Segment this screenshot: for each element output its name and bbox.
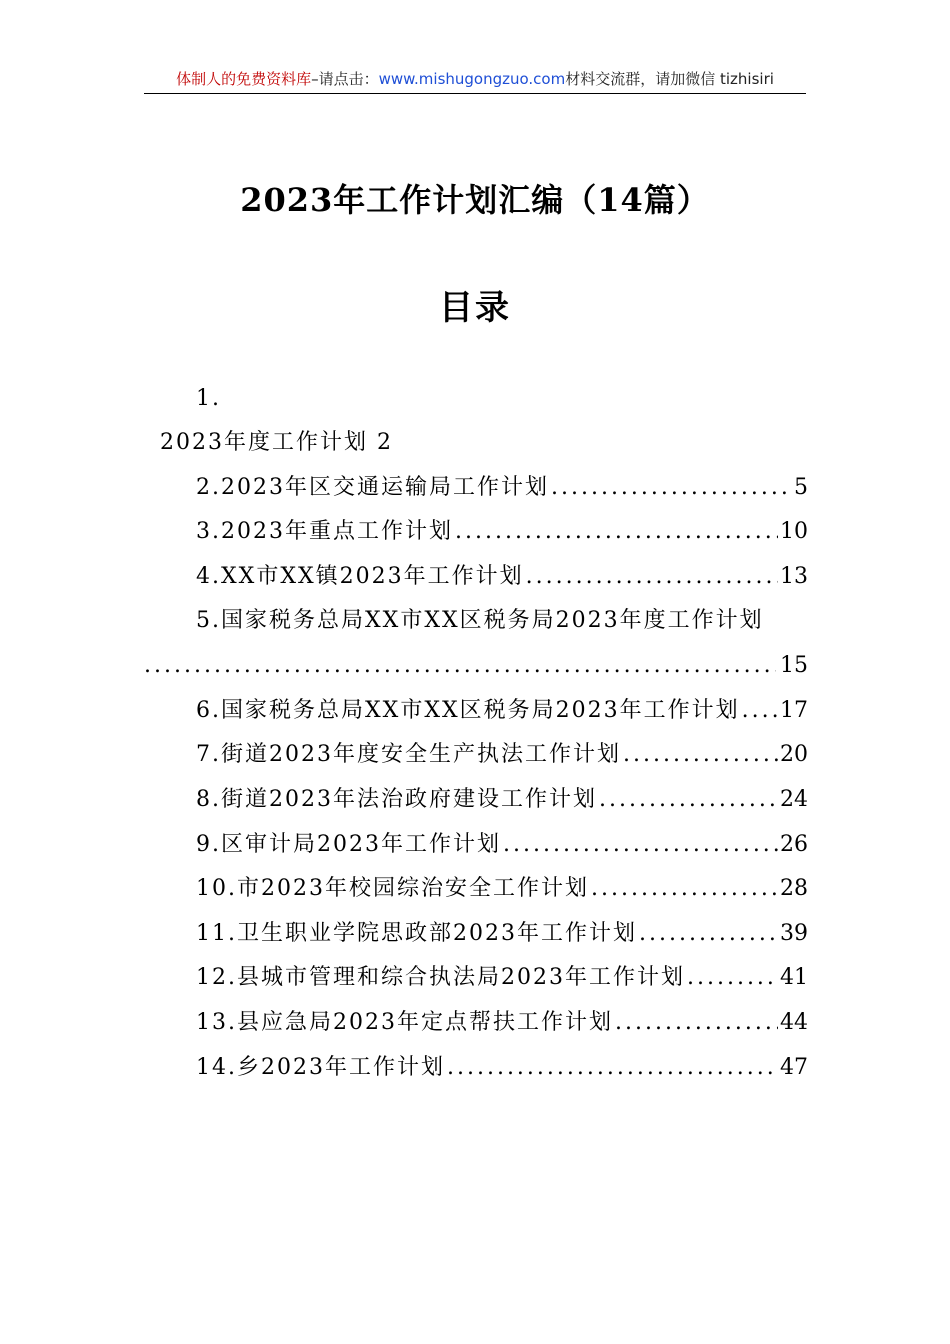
toc-item-1[interactable]: 2023年度工作计划 2 — [160, 430, 393, 455]
toc-entry[interactable] — [196, 696, 808, 726]
toc-entry-title: 13.县应急局2023年定点帮扶工作计划 — [196, 1010, 613, 1035]
toc-entry[interactable] — [196, 1053, 808, 1083]
header-brand: 体制人的免费资料库 — [176, 70, 312, 88]
leader-dots — [526, 562, 778, 592]
leader-dots — [687, 963, 778, 993]
leader-dots — [623, 740, 778, 770]
toc-entry-page: 44 — [780, 1010, 808, 1035]
toc-entry-title: 11.卫生职业学院思政部2023年工作计划 — [196, 921, 637, 946]
toc-entry-page: 15 — [780, 653, 808, 678]
toc-entry-page: 10 — [780, 519, 808, 544]
leader-dots — [503, 830, 778, 860]
toc-entry[interactable] — [196, 740, 808, 770]
toc-entry-page: 39 — [780, 921, 808, 946]
toc-entry[interactable] — [196, 874, 808, 904]
header-contact: 材料交流群，请加微信 tizhisiri — [565, 70, 774, 88]
header-url-link[interactable]: www.mishugongzuo.com — [378, 70, 566, 88]
leader-dots — [455, 517, 778, 547]
toc-entry[interactable] — [196, 473, 808, 503]
toc-entry-page: 13 — [780, 564, 808, 589]
toc-entry[interactable] — [196, 785, 808, 815]
toc-entry[interactable] — [196, 919, 808, 949]
leader-dots — [447, 1053, 778, 1083]
toc-entry-page: 5 — [794, 475, 808, 500]
header-divider — [144, 93, 806, 94]
toc-entry[interactable] — [196, 562, 808, 592]
toc-entry[interactable] — [196, 517, 808, 547]
toc-entry-title: 7.街道2023年度安全生产执法工作计划 — [196, 742, 621, 767]
toc-entry-page: 24 — [780, 787, 808, 812]
toc-entry[interactable] — [196, 830, 808, 860]
toc-entry-title: 14.乡2023年工作计划 — [196, 1055, 445, 1080]
toc-entry-title: 10.市2023年校园综治安全工作计划 — [196, 876, 589, 901]
leader-dots — [599, 785, 778, 815]
leader-dots — [742, 696, 778, 726]
leader-dots — [551, 473, 792, 503]
leader-dots — [639, 919, 778, 949]
toc-entry-title[interactable]: 5.国家税务总局XX市XX区税务局2023年度工作计划 — [196, 608, 764, 633]
toc-entry-title: 9.区审计局2023年工作计划 — [196, 832, 501, 857]
toc-entry[interactable] — [196, 963, 808, 993]
document-title: 2023年工作计划汇编（14篇） — [240, 181, 710, 219]
toc-item-1-number: 1. — [196, 386, 221, 411]
toc-entry[interactable] — [196, 1008, 808, 1038]
header-prompt: –请点击： — [311, 70, 379, 88]
toc-entry-title: 12.县城市管理和综合执法局2023年工作计划 — [196, 965, 685, 990]
toc-entry-title: 3.2023年重点工作计划 — [196, 519, 453, 544]
toc-entry-page: 47 — [780, 1055, 808, 1080]
toc-entry-page: 20 — [780, 742, 808, 767]
toc-entry-title: 6.国家税务总局XX市XX区税务局2023年工作计划 — [196, 698, 740, 723]
leader-dots — [144, 651, 776, 681]
leader-dots — [615, 1008, 778, 1038]
toc-entry-title: 8.街道2023年法治政府建设工作计划 — [196, 787, 597, 812]
toc-entry-title: 2.2023年区交通运输局工作计划 — [196, 475, 549, 500]
page-header — [0, 68, 950, 89]
toc-heading: 目录 — [439, 288, 511, 328]
toc-entry-page: 41 — [780, 965, 808, 990]
leader-dots — [591, 874, 778, 904]
toc-entry-continuation — [144, 651, 808, 681]
toc-entry-title: 4.XX市XX镇2023年工作计划 — [196, 564, 524, 589]
toc-entry-page: 28 — [780, 876, 808, 901]
toc-entry-page: 17 — [780, 698, 808, 723]
toc-entry-page: 26 — [780, 832, 808, 857]
